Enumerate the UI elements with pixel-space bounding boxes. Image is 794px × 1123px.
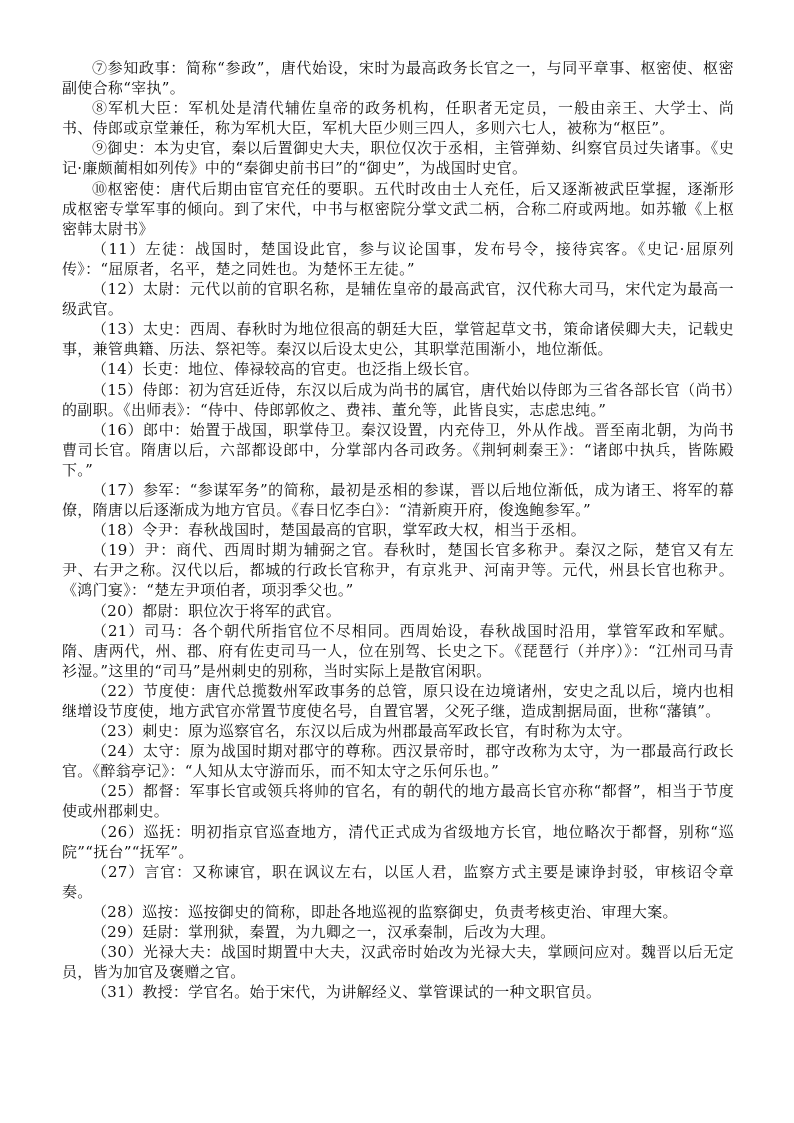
entry-sima: （21）司马：各个朝代所指官位不尽相同。西周始设，春秋战国时沿用，掌管军政和军赋。隋、唐两代，州、郡、府有佐吏司马一人，位在别驾、长史之下。《琵琶行（并序）》：“江州司马青衫湿。”这里的“司马”是州刺史的别称，当时实际上是散官闲职。	[62, 621, 734, 680]
entry-xunan: （28）巡按：巡按御史的简称，即赴各地巡视的监察御史，负责考核吏治、审理大案。	[92, 902, 678, 921]
entry-yin: （19）尹：商代、西周时期为辅弼之官。春秋时，楚国长官多称尹。秦汉之际，楚官又有左尹、右尹之称。汉代以后，都城的行政长官称尹，有京兆尹、河南尹等。元代，州县长官也称尹。《鸿门宴》：“楚左尹项伯者，项羽季父也。”	[62, 541, 734, 600]
entry-jiedushi: （22）节度使：唐代总揽数州军政事务的总管，原只设在边境诸州，安史之乱以后，境内也相继增设节度使，地方武官亦常置节度使名号，自置官署，父死子继，造成割据局面，世称“藩镇”。	[62, 681, 734, 720]
entry-shumishi: ⑩枢密使：唐代后期由宦官充任的要职。五代时改由士人充任，后又逐渐被武臣掌握，逐渐形成枢密专掌军事的倾向。到了宋代，中书与枢密院分掌文武二柄，合称二府或两地。如苏辙《上枢密韩太尉书》	[62, 179, 734, 238]
entry-lingyin: （18）令尹：春秋战国时，楚国最高的官职，掌军政大权，相当于丞相。	[92, 521, 586, 540]
entry-duwei: （20）都尉：职位次于将军的武官。	[92, 601, 342, 620]
entry-xunfu: （26）巡抚：明初指京官巡查地方，清代正式成为省级地方长官，地位略次于都督，别称“巡院”“抚台”“抚军”。	[62, 822, 734, 861]
document-body	[62, 58, 734, 1002]
entry-langzhong: （16）郎中：始置于战国，职掌侍卫。秦汉设置，内充侍卫，外从作战。晋至南北朝，为尚书曹司长官。隋唐以后，六部都设郎中，分掌部内各司政务。《荆轲刺秦王》：“诸郎中执兵，皆陈殿下。”	[62, 420, 734, 479]
entry-tingwei: （29）廷尉：掌刑狱，秦置，为九卿之一，汉承秦制，后改为大理。	[92, 923, 556, 942]
entry-zhangli: （14）长吏：地位、俸禄较高的官吏。也泛指上级长官。	[92, 360, 479, 379]
entry-guanglu-daifu: （30）光禄大夫：战国时期置中大夫，汉武帝时始改为光禄大夫，掌顾问应对。魏晋以后无定员，皆为加官及褒赠之官。	[62, 943, 734, 982]
entry-shilang: （15）侍郎：初为宫廷近侍，东汉以后成为尚书的属官，唐代始以侍郎为三省各部长官（尚书）的副职。《出师表》：“侍中、侍郎郭攸之、费祎、董允等，此皆良实，志虑忠纯。”	[62, 380, 734, 419]
entry-cishi: （23）刺史：原为巡察官名，东汉以后成为州郡最高军政长官，有时称为太守。	[92, 722, 632, 741]
entry-zuotu: （11）左徒：战国时，楚国设此官，参与议论国事，发布号令，接待宾客。《史记·屈原列传》：“屈原者，名平，楚之同姓也。为楚怀王左徒。”	[62, 239, 734, 278]
entry-jiaoshou: （31）教授：学官名。始于宋代，为讲解经义、掌管课试的一种文职官员。	[92, 983, 602, 1002]
entry-taiwei: （12）太尉：元代以前的官职名称，是辅佐皇帝的最高武官，汉代称大司马，宋代定为最高一级武官。	[62, 280, 734, 319]
entry-yushi: ⑨御史：本为史官，秦以后置御史大夫，职位仅次于丞相，主管弹劾、纠察官员过失诸事。《史记·廉颇蔺相如列传》中的“秦御史前书曰”的“御史”，为战国时史官。	[62, 139, 734, 178]
entry-canzhizhengshi: ⑦参知政事：简称“参政”，唐代始设，宋时为最高政务长官之一，与同平章事、枢密使、枢密副使合称“宰执”。	[62, 59, 734, 98]
entry-junjidachen: ⑧军机大臣：军机处是清代辅佐皇帝的政务机构，任职者无定员，一般由亲王、大学士、尚书、侍郎或京堂兼任，称为军机大臣，军机大臣少则三四人，多则六七人，被称为“枢臣”。	[62, 99, 734, 138]
entry-canjun: （17）参军：“参谋军务”的简称，最初是丞相的参谋，晋以后地位渐低，成为诸王、将军的幕僚，隋唐以后逐渐成为地方官员。《春日忆李白》：“清新庾开府，俊逸鲍参军。”	[62, 480, 734, 520]
entry-taishou: （24）太守：原为战国时期对郡守的尊称。西汉景帝时，郡守改称为太守，为一郡最高行政长官。《醉翁亭记》：“人知从太守游而乐，而不知太守之乐何乐也。”	[62, 742, 734, 781]
entry-yanguan: （27）言官：又称谏官，职在讽议左右，以匡人君，监察方式主要是谏诤封驳，审核诏令章奏。	[62, 862, 734, 901]
entry-taishi: （13）太史：西周、春秋时为地位很高的朝廷大臣，掌管起草文书，策命诸侯卿大夫，记载史事，兼管典籍、历法、祭祀等。秦汉以后设太史公，其职掌范围渐小，地位渐低。	[62, 320, 734, 359]
entry-dudu: （25）都督：军事长官或领兵将帅的官名，有的朝代的地方最高长官亦称“都督”，相当于节度使或州郡刺史。	[62, 782, 734, 821]
